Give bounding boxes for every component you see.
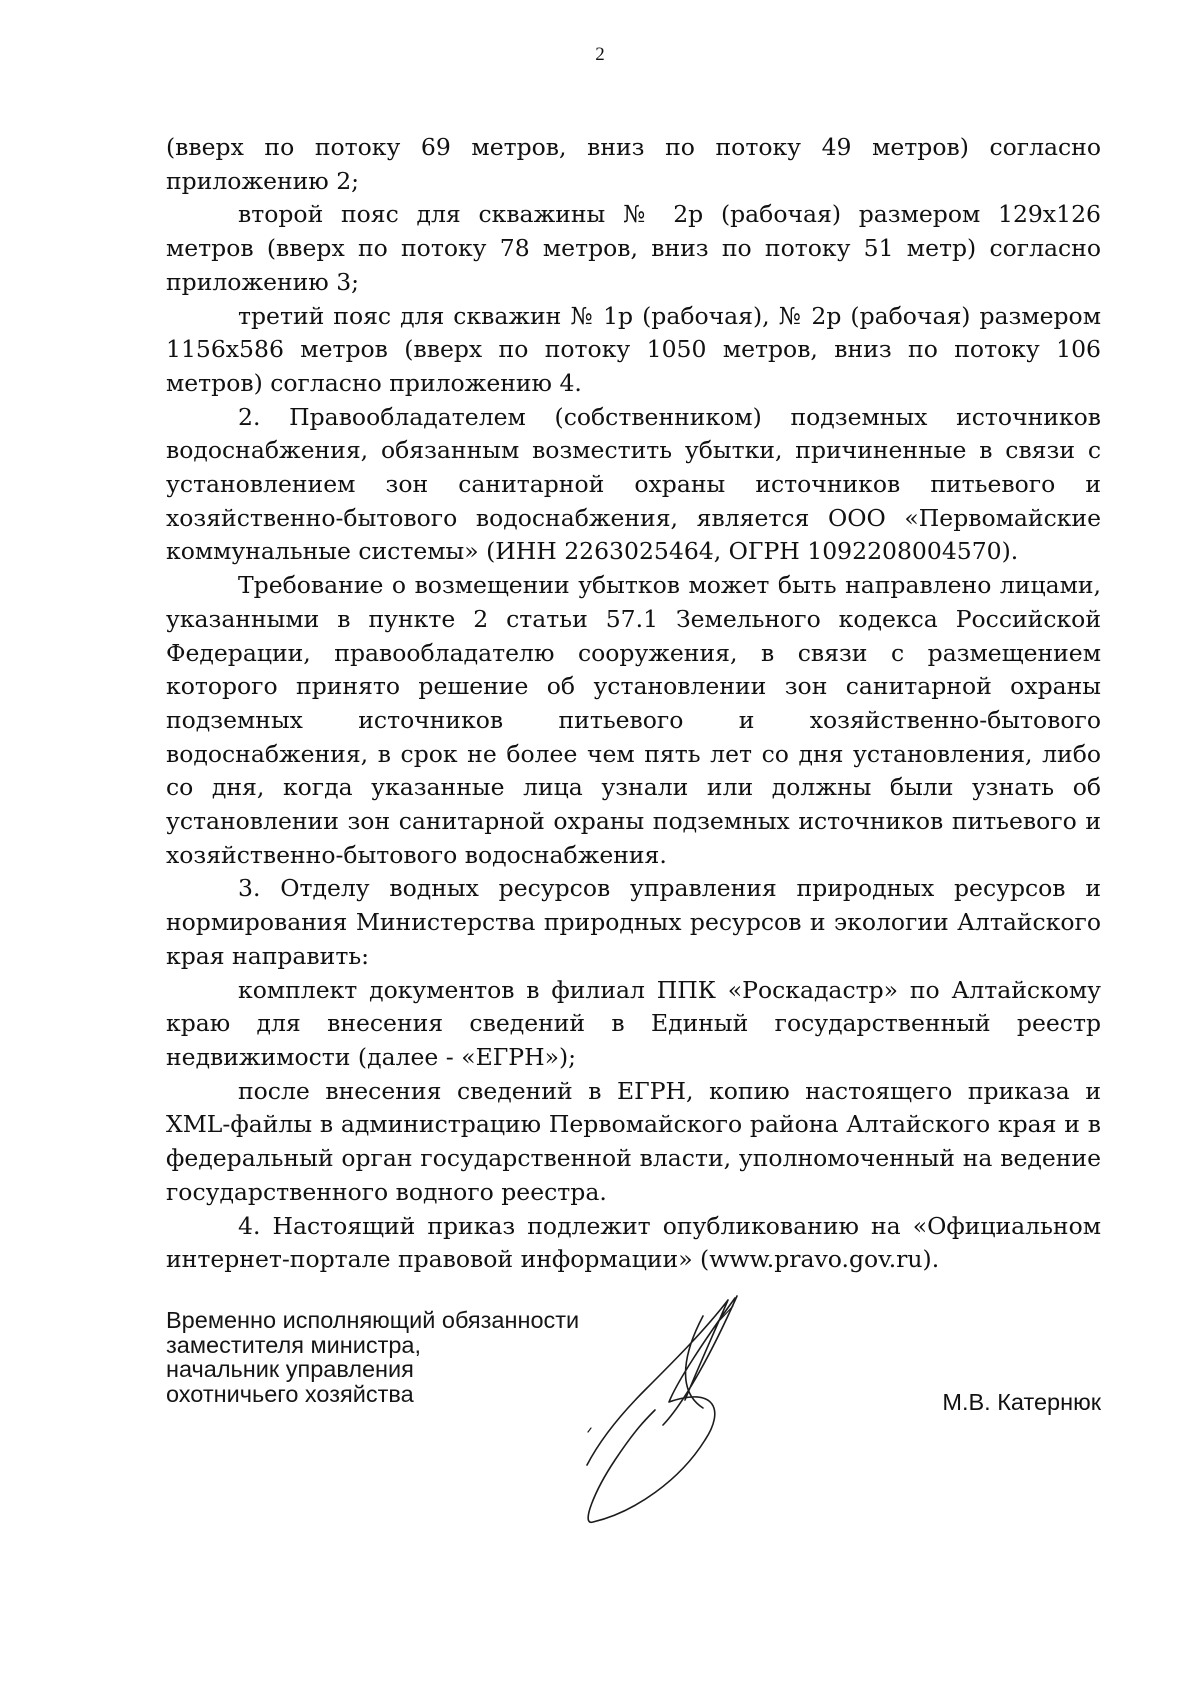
handwritten-signature [585,1290,800,1530]
signer-position-line: начальник управления [166,1356,414,1382]
document-body [166,131,1101,1277]
paragraph-item-4: 4. Настоящий приказ подлежит опубликованию на «Официальном интернет-портале правовой информации» (www.pravo.gov.ru). [166,1211,1101,1274]
signer-position-line: заместителя министра, [166,1331,422,1358]
signer-position-line: охотничьего хозяйства [166,1380,414,1407]
paragraph-third-zone: третий пояс для скважин № 1р (рабочая), № 2р (рабочая) размером 1156х586 метров (вверх по потоку 1050 метров, вниз по потоку 106 метров) согласно приложению 4. [166,301,1101,397]
signer-name: М.В. Катернюк [942,1389,1101,1415]
paragraph-item-3: 3. Отделу водных ресурсов управления природных ресурсов и нормирования Министерства природных ресурсов и экологии Алтайского края направить: [166,874,1101,970]
page-number: 2 [595,44,605,65]
signer-position-line: Временно исполняющий обязанности [166,1307,580,1333]
paragraph-second-zone: второй пояс для скважины № 2р (рабочая) размером 129х126 метров (вверх по потоку 78 метров, вниз по потоку 51 метр) согласно приложению 3; [166,200,1101,296]
paragraph-documents-package: комплект документов в филиал ППК «Роскадастр» по Алтайскому краю для внесения сведений в Единый государственный реестр недвижимости (далее - «ЕГРН»); [166,975,1101,1071]
paragraph-continuation: (вверх по потоку 69 метров, вниз по потоку 49 метров) согласно приложению 2; [166,133,1101,195]
signer-position [166,1308,579,1406]
paragraph-after-egrn: после внесения сведений в ЕГРН, копию настоящего приказа и XML-файлы в администрацию Первомайского района Алтайского края и в федеральный орган государственной власти, уполномоченный на ведение государственного водного реестра. [166,1076,1101,1206]
paragraph-item-2: 2. Правообладателем (собственником) подземных источников водоснабжения, обязанным возместить убытки, причиненные в связи с установлением зон санитарной охраны источников питьевого и хозяйственно-бытового водоснабжения, является ООО «Первомайские коммунальные системы» (ИНН 2263025464, ОГРН 1092208004570). [166,402,1101,566]
paragraph-compensation-claim: Требование о возмещении убытков может быть направлено лицами, указанными в пункте 2 статьи 57.1 Земельного кодекса Российской Федерации, правообладателю сооружения, в связи с размещением которого принято решение об установлении зон санитарной охраны подземных источников питьевого и хозяйственно-бытового водоснабжения, в срок не более чем пять лет со дня установления, либо со дня, когда указанные лица узнали или должны были узнать об установлении зон санитарной охраны подземных источников питьевого и хозяйственно-бытового водоснабжения. [166,571,1101,869]
